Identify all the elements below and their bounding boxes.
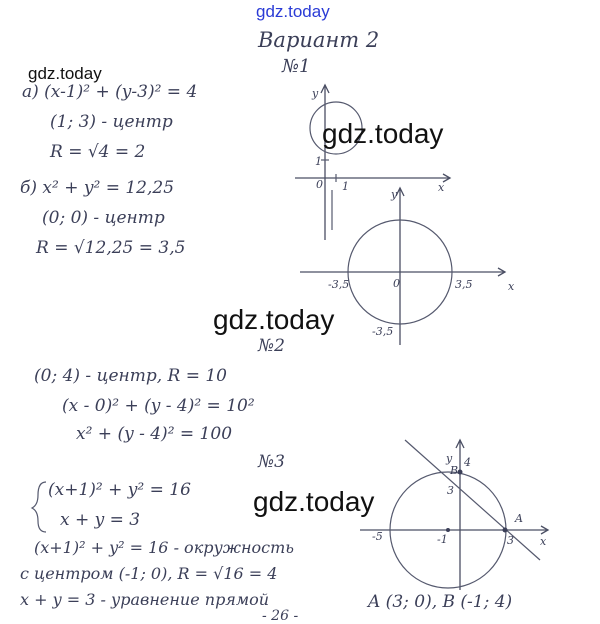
graph2-origin: 0: [393, 277, 400, 290]
task1-b-line2: (0; 0) - центр: [42, 208, 165, 228]
task2-line1: (0; 4) - центр, R = 10: [34, 366, 227, 386]
task1-b-line1: б) x² + y² = 12,25: [20, 178, 175, 198]
graph3-label-b: B: [450, 464, 459, 477]
system-brace: [32, 482, 46, 532]
task3-answer: A (3; 0), B (-1; 4): [368, 592, 513, 612]
page-number: - 26 -: [262, 608, 299, 624]
graph3-y-label: y: [446, 452, 453, 465]
graph3-label-a: A: [515, 512, 523, 525]
task1-number: №1: [282, 56, 311, 77]
task1-a-line3: R = √4 = 2: [50, 142, 146, 162]
task2-line2: (x - 0)² + (y - 4)² = 10²: [62, 396, 255, 416]
task1-a-line2: (1; 3) - центр: [50, 112, 173, 132]
task1-a-line1: а) (x-1)² + (y-3)² = 4: [22, 82, 198, 102]
watermark-top: gdz.today: [256, 2, 330, 21]
graph3-tick-neg1: -1: [437, 533, 448, 546]
graph1-tick-x: 1: [342, 180, 349, 193]
graph3-tick-3x: 3: [507, 534, 514, 547]
watermark-2: gdz.today: [322, 118, 444, 149]
graph1-tick-y: 1: [315, 155, 322, 168]
task3-line2: с центром (-1; 0), R = √16 = 4: [20, 564, 278, 583]
graph3-line: [405, 440, 540, 560]
graph2-tick-neg-x: -3,5: [328, 278, 350, 291]
graph3-tick-3y: 3: [447, 484, 454, 497]
graph-3: [360, 440, 548, 590]
graph1-origin: 0: [316, 178, 323, 191]
watermark-3: gdz.today: [213, 304, 335, 335]
graph3-tick-4: 4: [464, 456, 471, 469]
graph2-tick-neg-y: -3,5: [372, 325, 394, 338]
task3-system-eq2: x + y = 3: [60, 510, 141, 530]
task3-line1: (x+1)² + y² = 16 - окружность: [34, 538, 294, 557]
task2-number: №2: [258, 336, 285, 356]
graph3-point-a: [503, 528, 508, 533]
graph1-x-label: x: [438, 181, 445, 194]
variant-title: Вариант 2: [258, 28, 380, 52]
graph1-y-label: y: [312, 87, 319, 100]
watermark-4: gdz.today: [253, 486, 375, 517]
graph2-y-label: y: [391, 188, 398, 201]
graph2-x-label: x: [508, 280, 515, 293]
graph-1: [295, 85, 450, 240]
graph2-tick-pos-x: 3,5: [455, 278, 473, 291]
watermark-1: gdz.today: [28, 64, 102, 83]
graph3-tick-neg5: -5: [372, 530, 383, 543]
graph3-point-b: [458, 470, 463, 475]
task2-line3: x² + (y - 4)² = 100: [76, 424, 233, 444]
task1-b-line3: R = √12,25 = 3,5: [36, 238, 186, 258]
graph3-x-label: x: [540, 535, 547, 548]
task3-system-eq1: (x+1)² + y² = 16: [48, 480, 191, 500]
graph3-center: [446, 528, 450, 532]
task3-number: №3: [258, 452, 285, 472]
task3-line3: x + y = 3 - уравнение прямой: [20, 590, 270, 609]
